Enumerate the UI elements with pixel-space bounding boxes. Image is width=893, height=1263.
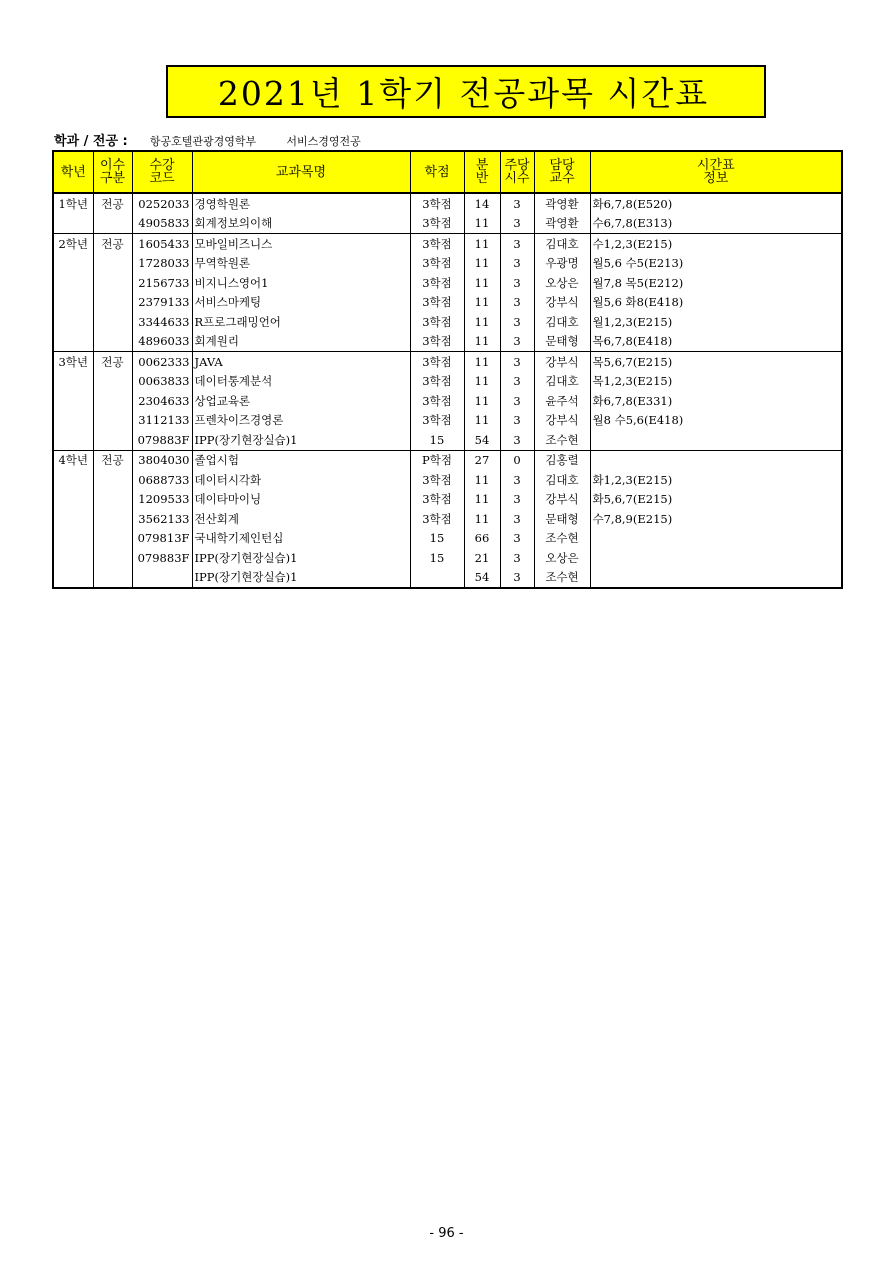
code-cell: 0062333	[132, 352, 192, 372]
schedule-cell	[590, 568, 842, 589]
professor-cell: 곽영환	[534, 214, 590, 234]
course-name-cell: 데이터통계분석	[192, 372, 410, 392]
hours-cell: 3	[500, 234, 534, 254]
professor-cell: 김대호	[534, 234, 590, 254]
section-cell: 11	[464, 254, 500, 274]
credit-cell: 3학점	[410, 490, 464, 510]
professor-cell: 강부식	[534, 411, 590, 431]
type-cell	[93, 430, 132, 450]
schedule-cell: 목6,7,8(E418)	[590, 332, 842, 352]
code-cell: 1728033	[132, 254, 192, 274]
section-cell: 11	[464, 332, 500, 352]
hours-cell: 3	[500, 509, 534, 529]
grade-cell	[53, 470, 93, 490]
schedule-cell: 수7,8,9(E215)	[590, 509, 842, 529]
grade-cell	[53, 312, 93, 332]
code-cell: 0063833	[132, 372, 192, 392]
hours-cell: 3	[500, 193, 534, 214]
section-cell: 11	[464, 293, 500, 313]
grade-cell	[53, 509, 93, 529]
course-name-cell: R프로그래밍언어	[192, 312, 410, 332]
header-schedule: 시간표 정보	[590, 151, 842, 193]
course-name-cell: 회계정보의이해	[192, 214, 410, 234]
table-row	[53, 352, 842, 372]
header-credit: 학점	[410, 151, 464, 193]
grade-cell	[53, 293, 93, 313]
title-box	[166, 65, 766, 118]
grade-cell: 3학년	[53, 352, 93, 372]
section-cell: 54	[464, 430, 500, 450]
table-row	[53, 490, 842, 510]
credit-cell: 3학점	[410, 391, 464, 411]
course-name-cell: 비지니스영어1	[192, 273, 410, 293]
table-row	[53, 293, 842, 313]
type-cell	[93, 372, 132, 392]
table-row	[53, 214, 842, 234]
credit-cell: 3학점	[410, 273, 464, 293]
type-cell	[93, 568, 132, 589]
course-name-cell: 프렌차이즈경영론	[192, 411, 410, 431]
code-cell: 4896033	[132, 332, 192, 352]
major-value: 서비스경영전공	[286, 135, 361, 148]
credit-cell: 3학점	[410, 214, 464, 234]
type-cell	[93, 411, 132, 431]
table-header-row	[53, 151, 842, 193]
type-cell	[93, 490, 132, 510]
type-cell	[93, 529, 132, 549]
hours-cell: 3	[500, 214, 534, 234]
table-row	[53, 332, 842, 352]
header-section: 분 반	[464, 151, 500, 193]
table-row	[53, 529, 842, 549]
credit-cell: 15	[410, 529, 464, 549]
section-cell: 54	[464, 568, 500, 589]
credit-cell: 3학점	[410, 352, 464, 372]
professor-cell: 강부식	[534, 293, 590, 313]
schedule-cell: 월5,6 화8(E418)	[590, 293, 842, 313]
type-cell	[93, 509, 132, 529]
table-row	[53, 430, 842, 450]
professor-cell: 조수현	[534, 529, 590, 549]
code-cell: 2304633	[132, 391, 192, 411]
professor-cell: 오상은	[534, 548, 590, 568]
credit-cell: P학점	[410, 450, 464, 470]
table-row	[53, 273, 842, 293]
code-cell	[132, 568, 192, 589]
page-number: - 96 -	[429, 1226, 464, 1241]
schedule-cell: 월1,2,3(E215)	[590, 312, 842, 332]
credit-cell: 15	[410, 548, 464, 568]
grade-cell	[53, 273, 93, 293]
code-cell: 3344633	[132, 312, 192, 332]
type-cell	[93, 470, 132, 490]
course-name-cell: JAVA	[192, 352, 410, 372]
section-cell: 11	[464, 312, 500, 332]
course-name-cell: 경영학원론	[192, 193, 410, 214]
header-code: 수강 코드	[132, 151, 192, 193]
type-cell	[93, 548, 132, 568]
table-row	[53, 312, 842, 332]
professor-cell: 윤주석	[534, 391, 590, 411]
grade-cell	[53, 411, 93, 431]
professor-cell: 문태형	[534, 509, 590, 529]
department-value: 항공호텔관광경영학부	[149, 135, 257, 148]
credit-cell: 3학점	[410, 193, 464, 214]
credit-cell	[410, 568, 464, 589]
type-cell	[93, 332, 132, 352]
section-cell: 66	[464, 529, 500, 549]
credit-cell: 3학점	[410, 312, 464, 332]
grade-cell	[53, 490, 93, 510]
schedule-cell: 수1,2,3(E215)	[590, 234, 842, 254]
course-name-cell: 데이터시각화	[192, 470, 410, 490]
hours-cell: 3	[500, 548, 534, 568]
hours-cell: 3	[500, 273, 534, 293]
hours-cell: 3	[500, 254, 534, 274]
header-hours: 주당 시수	[500, 151, 534, 193]
table-row	[53, 509, 842, 529]
schedule-cell: 목5,6,7(E215)	[590, 352, 842, 372]
credit-cell: 3학점	[410, 293, 464, 313]
type-cell	[93, 273, 132, 293]
section-cell: 14	[464, 193, 500, 214]
schedule-cell: 수6,7,8(E313)	[590, 214, 842, 234]
hours-cell: 3	[500, 293, 534, 313]
section-cell: 11	[464, 391, 500, 411]
table-row	[53, 234, 842, 254]
grade-cell	[53, 430, 93, 450]
code-cell: 2156733	[132, 273, 192, 293]
professor-cell: 김홍렬	[534, 450, 590, 470]
table-row	[53, 568, 842, 589]
course-name-cell: 모바일비즈니스	[192, 234, 410, 254]
hours-cell: 3	[500, 430, 534, 450]
table-row	[53, 548, 842, 568]
header-type: 이수 구분	[93, 151, 132, 193]
hours-cell: 0	[500, 450, 534, 470]
section-cell: 11	[464, 470, 500, 490]
grade-cell	[53, 391, 93, 411]
code-cell: 0688733	[132, 470, 192, 490]
type-cell: 전공	[93, 193, 132, 214]
schedule-cell	[590, 529, 842, 549]
grade-cell: 2학년	[53, 234, 93, 254]
code-cell: 079883F	[132, 548, 192, 568]
code-cell: 079813F	[132, 529, 192, 549]
code-cell: 2379133	[132, 293, 192, 313]
professor-cell: 강부식	[534, 490, 590, 510]
type-cell	[93, 293, 132, 313]
section-cell: 11	[464, 234, 500, 254]
department-line	[54, 130, 361, 149]
section-cell: 11	[464, 490, 500, 510]
hours-cell: 3	[500, 372, 534, 392]
grade-cell	[53, 568, 93, 589]
professor-cell: 김대호	[534, 372, 590, 392]
page-title: 2021년 1학기 전공과목 시간표	[183, 72, 744, 111]
section-cell: 11	[464, 352, 500, 372]
code-cell: 3562133	[132, 509, 192, 529]
professor-cell: 조수현	[534, 568, 590, 589]
table-row	[53, 411, 842, 431]
table-row	[53, 450, 842, 470]
course-name-cell: IPP(장기현장실습)1	[192, 568, 410, 589]
course-name-cell: 무역학원론	[192, 254, 410, 274]
header-grade: 학년	[53, 151, 93, 193]
hours-cell: 3	[500, 391, 534, 411]
professor-cell: 김대호	[534, 312, 590, 332]
credit-cell: 3학점	[410, 509, 464, 529]
schedule-cell: 월5,6 수5(E213)	[590, 254, 842, 274]
credit-cell: 3학점	[410, 234, 464, 254]
type-cell	[93, 312, 132, 332]
grade-cell	[53, 529, 93, 549]
schedule-cell: 월8 수5,6(E418)	[590, 411, 842, 431]
professor-cell: 강부식	[534, 352, 590, 372]
schedule-cell	[590, 548, 842, 568]
type-cell	[93, 391, 132, 411]
course-name-cell: 전산회계	[192, 509, 410, 529]
schedule-cell: 화6,7,8(E520)	[590, 193, 842, 214]
hours-cell: 3	[500, 568, 534, 589]
type-cell: 전공	[93, 450, 132, 470]
type-cell	[93, 254, 132, 274]
professor-cell: 곽영환	[534, 193, 590, 214]
schedule-cell: 목1,2,3(E215)	[590, 372, 842, 392]
hours-cell: 3	[500, 352, 534, 372]
schedule-cell	[590, 450, 842, 470]
course-name-cell: 졸업시험	[192, 450, 410, 470]
header-professor: 담당 교수	[534, 151, 590, 193]
credit-cell: 3학점	[410, 332, 464, 352]
course-name-cell: 서비스마케팅	[192, 293, 410, 313]
hours-cell: 3	[500, 332, 534, 352]
type-cell	[93, 214, 132, 234]
course-name-cell: IPP(장기현장실습)1	[192, 430, 410, 450]
professor-cell: 우광명	[534, 254, 590, 274]
grade-cell	[53, 254, 93, 274]
grade-cell: 1학년	[53, 193, 93, 214]
grade-cell	[53, 332, 93, 352]
code-cell: 0252033	[132, 193, 192, 214]
code-cell: 1209533	[132, 490, 192, 510]
section-cell: 27	[464, 450, 500, 470]
code-cell: 3804030	[132, 450, 192, 470]
section-cell: 21	[464, 548, 500, 568]
hours-cell: 3	[500, 312, 534, 332]
table-row	[53, 193, 842, 214]
code-cell: 1605433	[132, 234, 192, 254]
type-cell: 전공	[93, 352, 132, 372]
grade-cell	[53, 372, 93, 392]
code-cell: 4905833	[132, 214, 192, 234]
hours-cell: 3	[500, 529, 534, 549]
hours-cell: 3	[500, 470, 534, 490]
type-cell: 전공	[93, 234, 132, 254]
schedule-cell: 화5,6,7(E215)	[590, 490, 842, 510]
code-cell: 079883F	[132, 430, 192, 450]
credit-cell: 15	[410, 430, 464, 450]
grade-cell: 4학년	[53, 450, 93, 470]
course-name-cell: IPP(장기현장실습)1	[192, 548, 410, 568]
professor-cell: 오상은	[534, 273, 590, 293]
credit-cell: 3학점	[410, 372, 464, 392]
professor-cell: 김대호	[534, 470, 590, 490]
section-cell: 11	[464, 509, 500, 529]
credit-cell: 3학점	[410, 411, 464, 431]
header-course-name: 교과목명	[192, 151, 410, 193]
timetable	[52, 150, 843, 589]
schedule-cell: 화6,7,8(E331)	[590, 391, 842, 411]
course-name-cell: 회계원리	[192, 332, 410, 352]
table-row	[53, 372, 842, 392]
grade-cell	[53, 548, 93, 568]
course-name-cell: 상업교육론	[192, 391, 410, 411]
section-cell: 11	[464, 372, 500, 392]
course-name-cell: 국내학기제인턴십	[192, 529, 410, 549]
schedule-cell	[590, 430, 842, 450]
professor-cell: 조수현	[534, 430, 590, 450]
hours-cell: 3	[500, 490, 534, 510]
hours-cell: 3	[500, 411, 534, 431]
code-cell: 3112133	[132, 411, 192, 431]
section-cell: 11	[464, 214, 500, 234]
course-name-cell: 데이타마이닝	[192, 490, 410, 510]
section-cell: 11	[464, 273, 500, 293]
table-row	[53, 391, 842, 411]
department-label: 학과 / 전공 :	[54, 134, 128, 149]
schedule-cell: 화1,2,3(E215)	[590, 470, 842, 490]
schedule-cell: 월7,8 목5(E212)	[590, 273, 842, 293]
professor-cell: 문태형	[534, 332, 590, 352]
section-cell: 11	[464, 411, 500, 431]
table-body	[53, 193, 842, 588]
table-row	[53, 470, 842, 490]
credit-cell: 3학점	[410, 254, 464, 274]
credit-cell: 3학점	[410, 470, 464, 490]
grade-cell	[53, 214, 93, 234]
table-row	[53, 254, 842, 274]
